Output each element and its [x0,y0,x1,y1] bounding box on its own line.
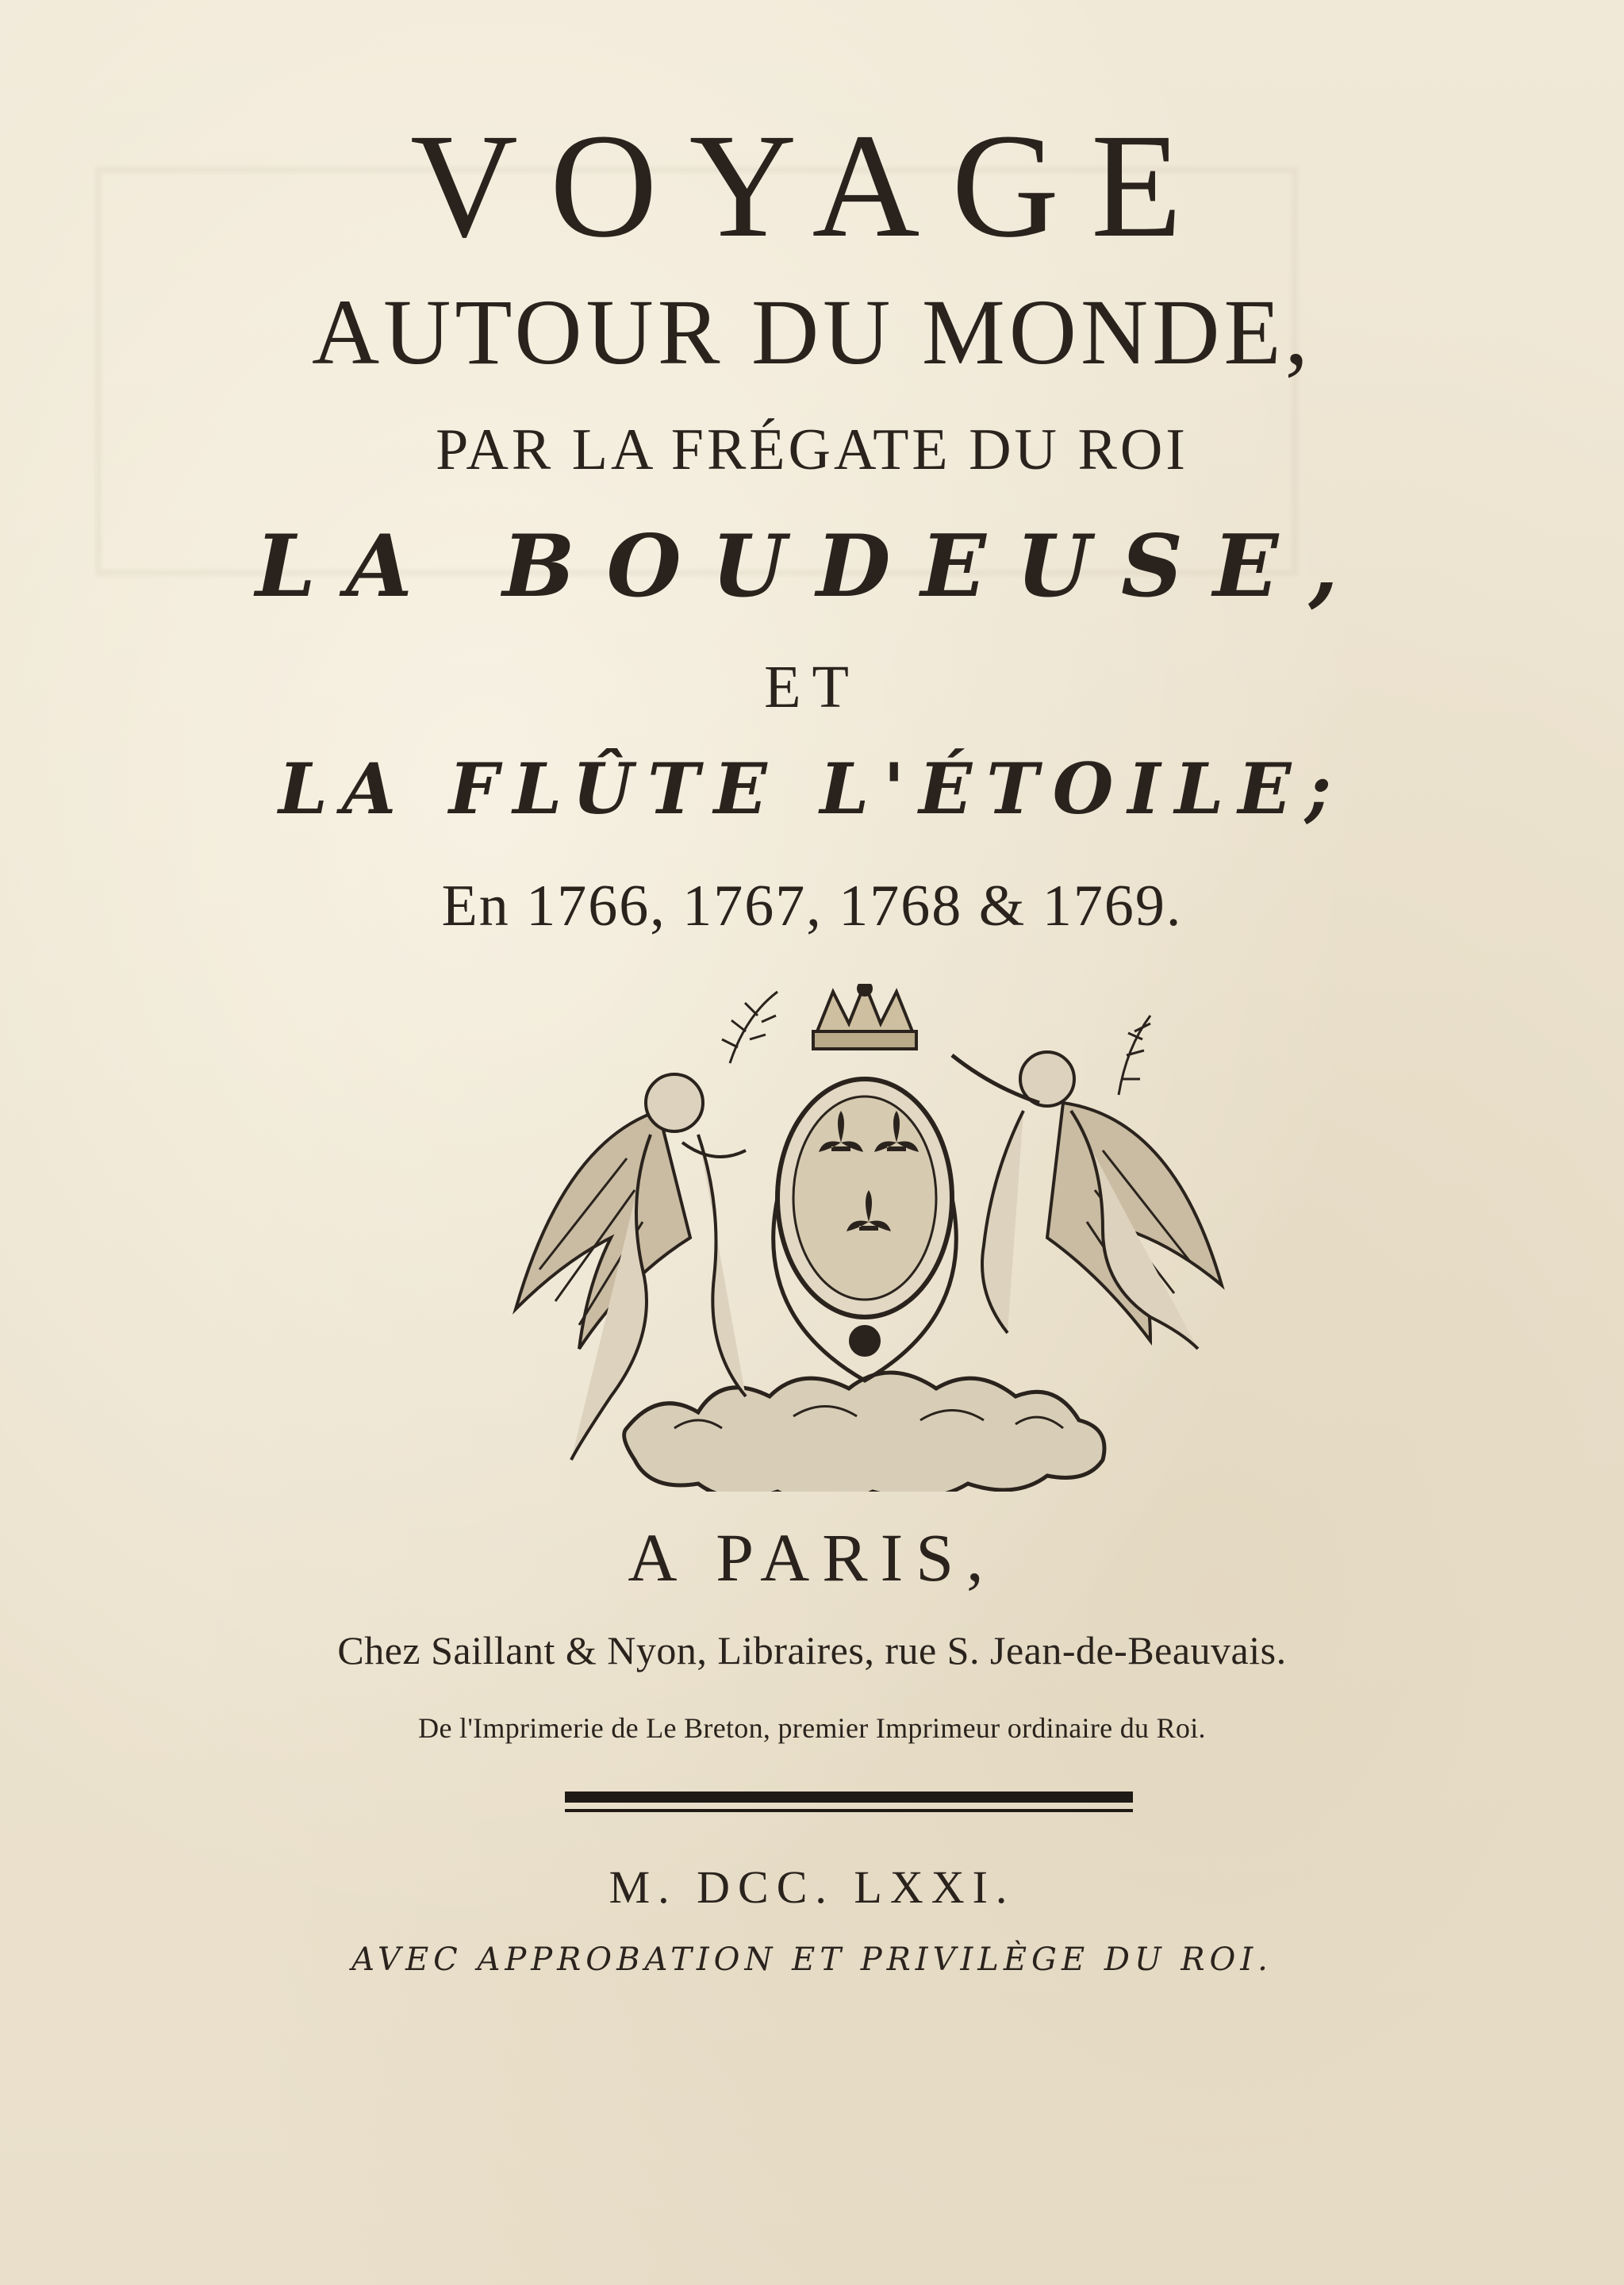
publication-year: M. DCC. LXXI. [609,1861,1015,1913]
place-of-publication: A PARIS, [628,1519,996,1596]
double-rule-thick [565,1792,1133,1803]
voyage-dates: En 1766, 1767, 1768 & 1769. [441,874,1183,939]
publisher-line: Chez Saillant & Nyon, Libraires, rue S. Jean-de-Beauvais. [337,1628,1287,1672]
ship-name-etoile: LA FLÛTE L'ÉTOILE; [278,747,1346,830]
subtitle-line-1: AUTOUR DU MONDE, [311,280,1313,384]
ship-name-boudeuse: LA BOUDEUSE, [255,517,1369,616]
royal-coat-of-arms-with-angels-icon [492,984,1238,1492]
conjunction: ET [764,654,860,720]
subtitle-line-2: PAR LA FRÉGATE DU ROI [436,417,1188,482]
double-rule-thin [565,1809,1133,1812]
royal-privilege: AVEC APPROBATION ET PRIVILÈGE DU ROI. [351,1941,1273,1978]
printer-line: De l'Imprimerie de Le Breton, premier Imprimeur ordinaire du Roi. [418,1712,1206,1744]
book-title: VOYAGE [410,102,1214,268]
